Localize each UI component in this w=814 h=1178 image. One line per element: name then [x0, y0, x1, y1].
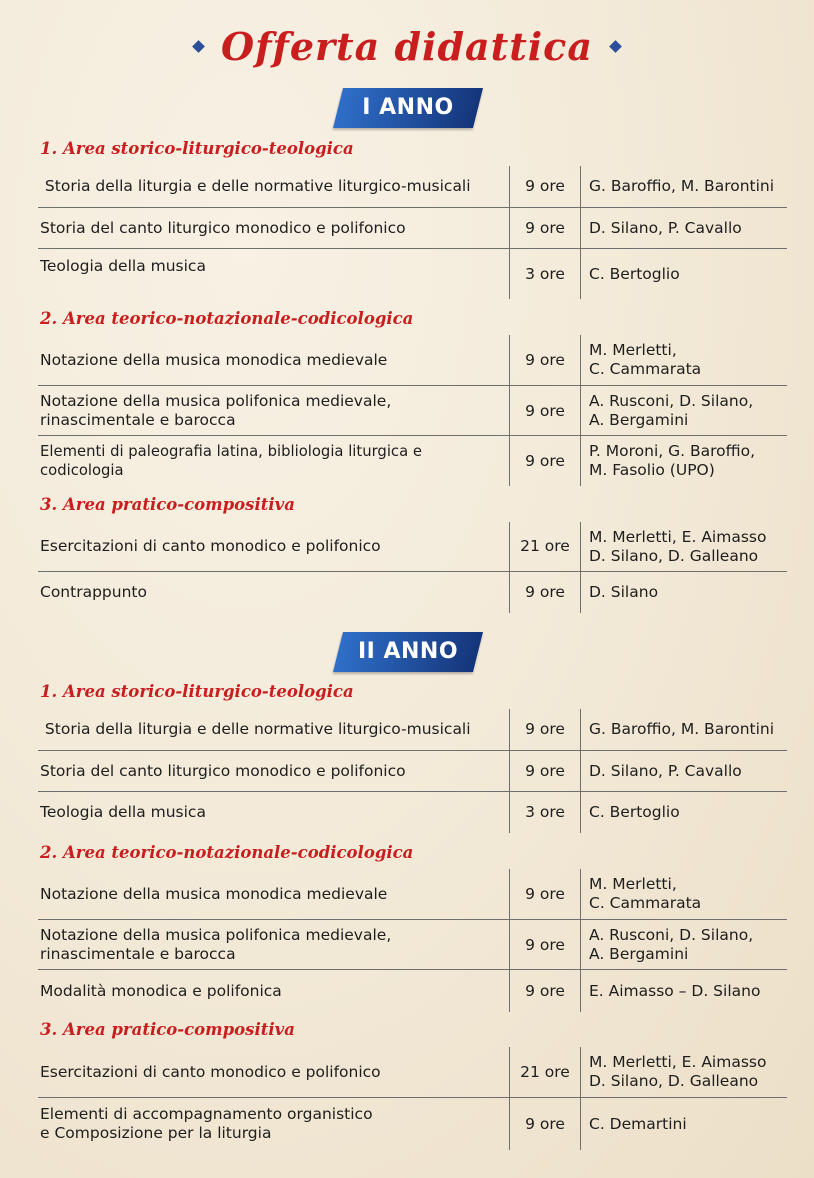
table-row	[38, 207, 787, 249]
course-name: Storia del canto liturgico monodico e polifonico	[40, 762, 406, 780]
area-heading: 3. Area pratico-compositiva	[40, 1020, 295, 1039]
course-name: Contrappunto	[40, 583, 147, 601]
course-teachers: C. Bertoglio	[589, 264, 680, 283]
course-hours: 21 ore	[509, 522, 581, 571]
course-hours: 9 ore	[509, 1098, 581, 1150]
area-heading: 1. Area storico-liturgico-teologica	[40, 682, 354, 701]
course-hours: 9 ore	[509, 335, 581, 385]
course-hours: 3 ore	[509, 249, 581, 299]
course-teachers: E. Aimasso – D. Silano	[589, 981, 761, 1000]
table-row	[38, 385, 787, 436]
course-name: Modalità monodica e polifonica	[40, 981, 282, 1000]
course-teachers: C. Demartini	[589, 1114, 687, 1133]
course-hours: 9 ore	[509, 166, 581, 207]
course-name: Esercitazioni di canto monodico e polifonico	[40, 1062, 381, 1081]
course-hours: 9 ore	[509, 970, 581, 1012]
course-teachers: M. Merletti, C. Cammarata	[589, 875, 702, 912]
course-name: Storia della liturgia e delle normative liturgico-musicali	[40, 177, 471, 195]
course-teachers: P. Moroni, G. Baroffio, M. Fasolio (UPO)	[589, 442, 756, 479]
course-hours: 9 ore	[509, 572, 581, 613]
table-row	[38, 791, 787, 833]
course-hours: 9 ore	[509, 709, 581, 750]
course-hours: 9 ore	[509, 386, 581, 436]
table-row	[38, 522, 787, 571]
year-badge-2	[333, 632, 483, 672]
course-name: Notazione della musica monodica medievale	[40, 884, 388, 903]
page-title-text: Offerta didattica	[221, 24, 593, 69]
page-title	[0, 24, 814, 69]
course-teachers: M. Merletti, E. Aimasso D. Silano, D. Galleano	[589, 527, 767, 565]
table-row	[38, 1097, 787, 1150]
table-row	[38, 571, 787, 613]
course-teachers: M. Merletti, C. Cammarata	[589, 341, 702, 378]
year-badge-label: I ANNO	[362, 95, 454, 120]
table-row	[38, 166, 787, 207]
course-name: Elementi di paleografia latina, bibliologia liturgica e codicologia	[40, 443, 422, 479]
course-hours: 9 ore	[509, 208, 581, 249]
table-row	[38, 709, 787, 750]
table-row	[38, 435, 787, 486]
course-teachers: A. Rusconi, D. Silano, A. Bergamini	[589, 392, 754, 429]
table-row	[38, 750, 787, 792]
area-heading: 3. Area pratico-compositiva	[40, 495, 295, 514]
course-name: Teologia della musica	[40, 803, 206, 821]
course-name: Notazione della musica polifonica medievale, rinascimentale e barocca	[40, 926, 392, 963]
course-name: Notazione della musica polifonica medievale, rinascimentale e barocca	[40, 392, 392, 429]
course-name: Teologia della musica	[40, 257, 206, 275]
course-hours: 21 ore	[509, 1047, 581, 1097]
course-teachers: D. Silano, P. Cavallo	[589, 762, 742, 780]
course-teachers: G. Baroffio, M. Barontini	[589, 720, 775, 738]
course-hours: 3 ore	[509, 792, 581, 833]
course-hours: 9 ore	[509, 920, 581, 970]
course-name: Elementi di accompagnamento organistico e Composizione per la liturgia	[40, 1105, 373, 1142]
table-row	[38, 869, 787, 919]
table-row	[38, 969, 787, 1012]
course-teachers: C. Bertoglio	[589, 803, 680, 821]
course-name: Storia della liturgia e delle normative liturgico-musicali	[40, 720, 471, 738]
course-teachers: G. Baroffio, M. Barontini	[589, 177, 775, 195]
course-hours: 9 ore	[509, 751, 581, 792]
table-row	[38, 248, 787, 299]
table-row	[38, 335, 787, 385]
diamond-icon	[609, 40, 622, 53]
course-teachers: D. Silano, P. Cavallo	[589, 219, 742, 237]
area-heading: 2. Area teorico-notazionale-codicologica	[40, 309, 414, 328]
table-row	[38, 1047, 787, 1097]
diamond-icon	[192, 40, 205, 53]
course-teachers: A. Rusconi, D. Silano, A. Bergamini	[589, 926, 754, 963]
course-hours: 9 ore	[509, 869, 581, 919]
course-name: Notazione della musica monodica medievale	[40, 350, 388, 369]
course-name: Storia del canto liturgico monodico e polifonico	[40, 219, 406, 237]
course-name: Esercitazioni di canto monodico e polifonico	[40, 537, 381, 555]
year-badge-1	[333, 88, 483, 128]
table-row	[38, 919, 787, 970]
area-heading: 2. Area teorico-notazionale-codicologica	[40, 843, 414, 862]
course-teachers: D. Silano	[589, 583, 659, 601]
course-teachers: M. Merletti, E. Aimasso D. Silano, D. Galleano	[589, 1053, 767, 1090]
course-hours: 9 ore	[509, 436, 581, 486]
year-badge-label: II ANNO	[357, 639, 459, 664]
area-heading: 1. Area storico-liturgico-teologica	[40, 139, 354, 158]
